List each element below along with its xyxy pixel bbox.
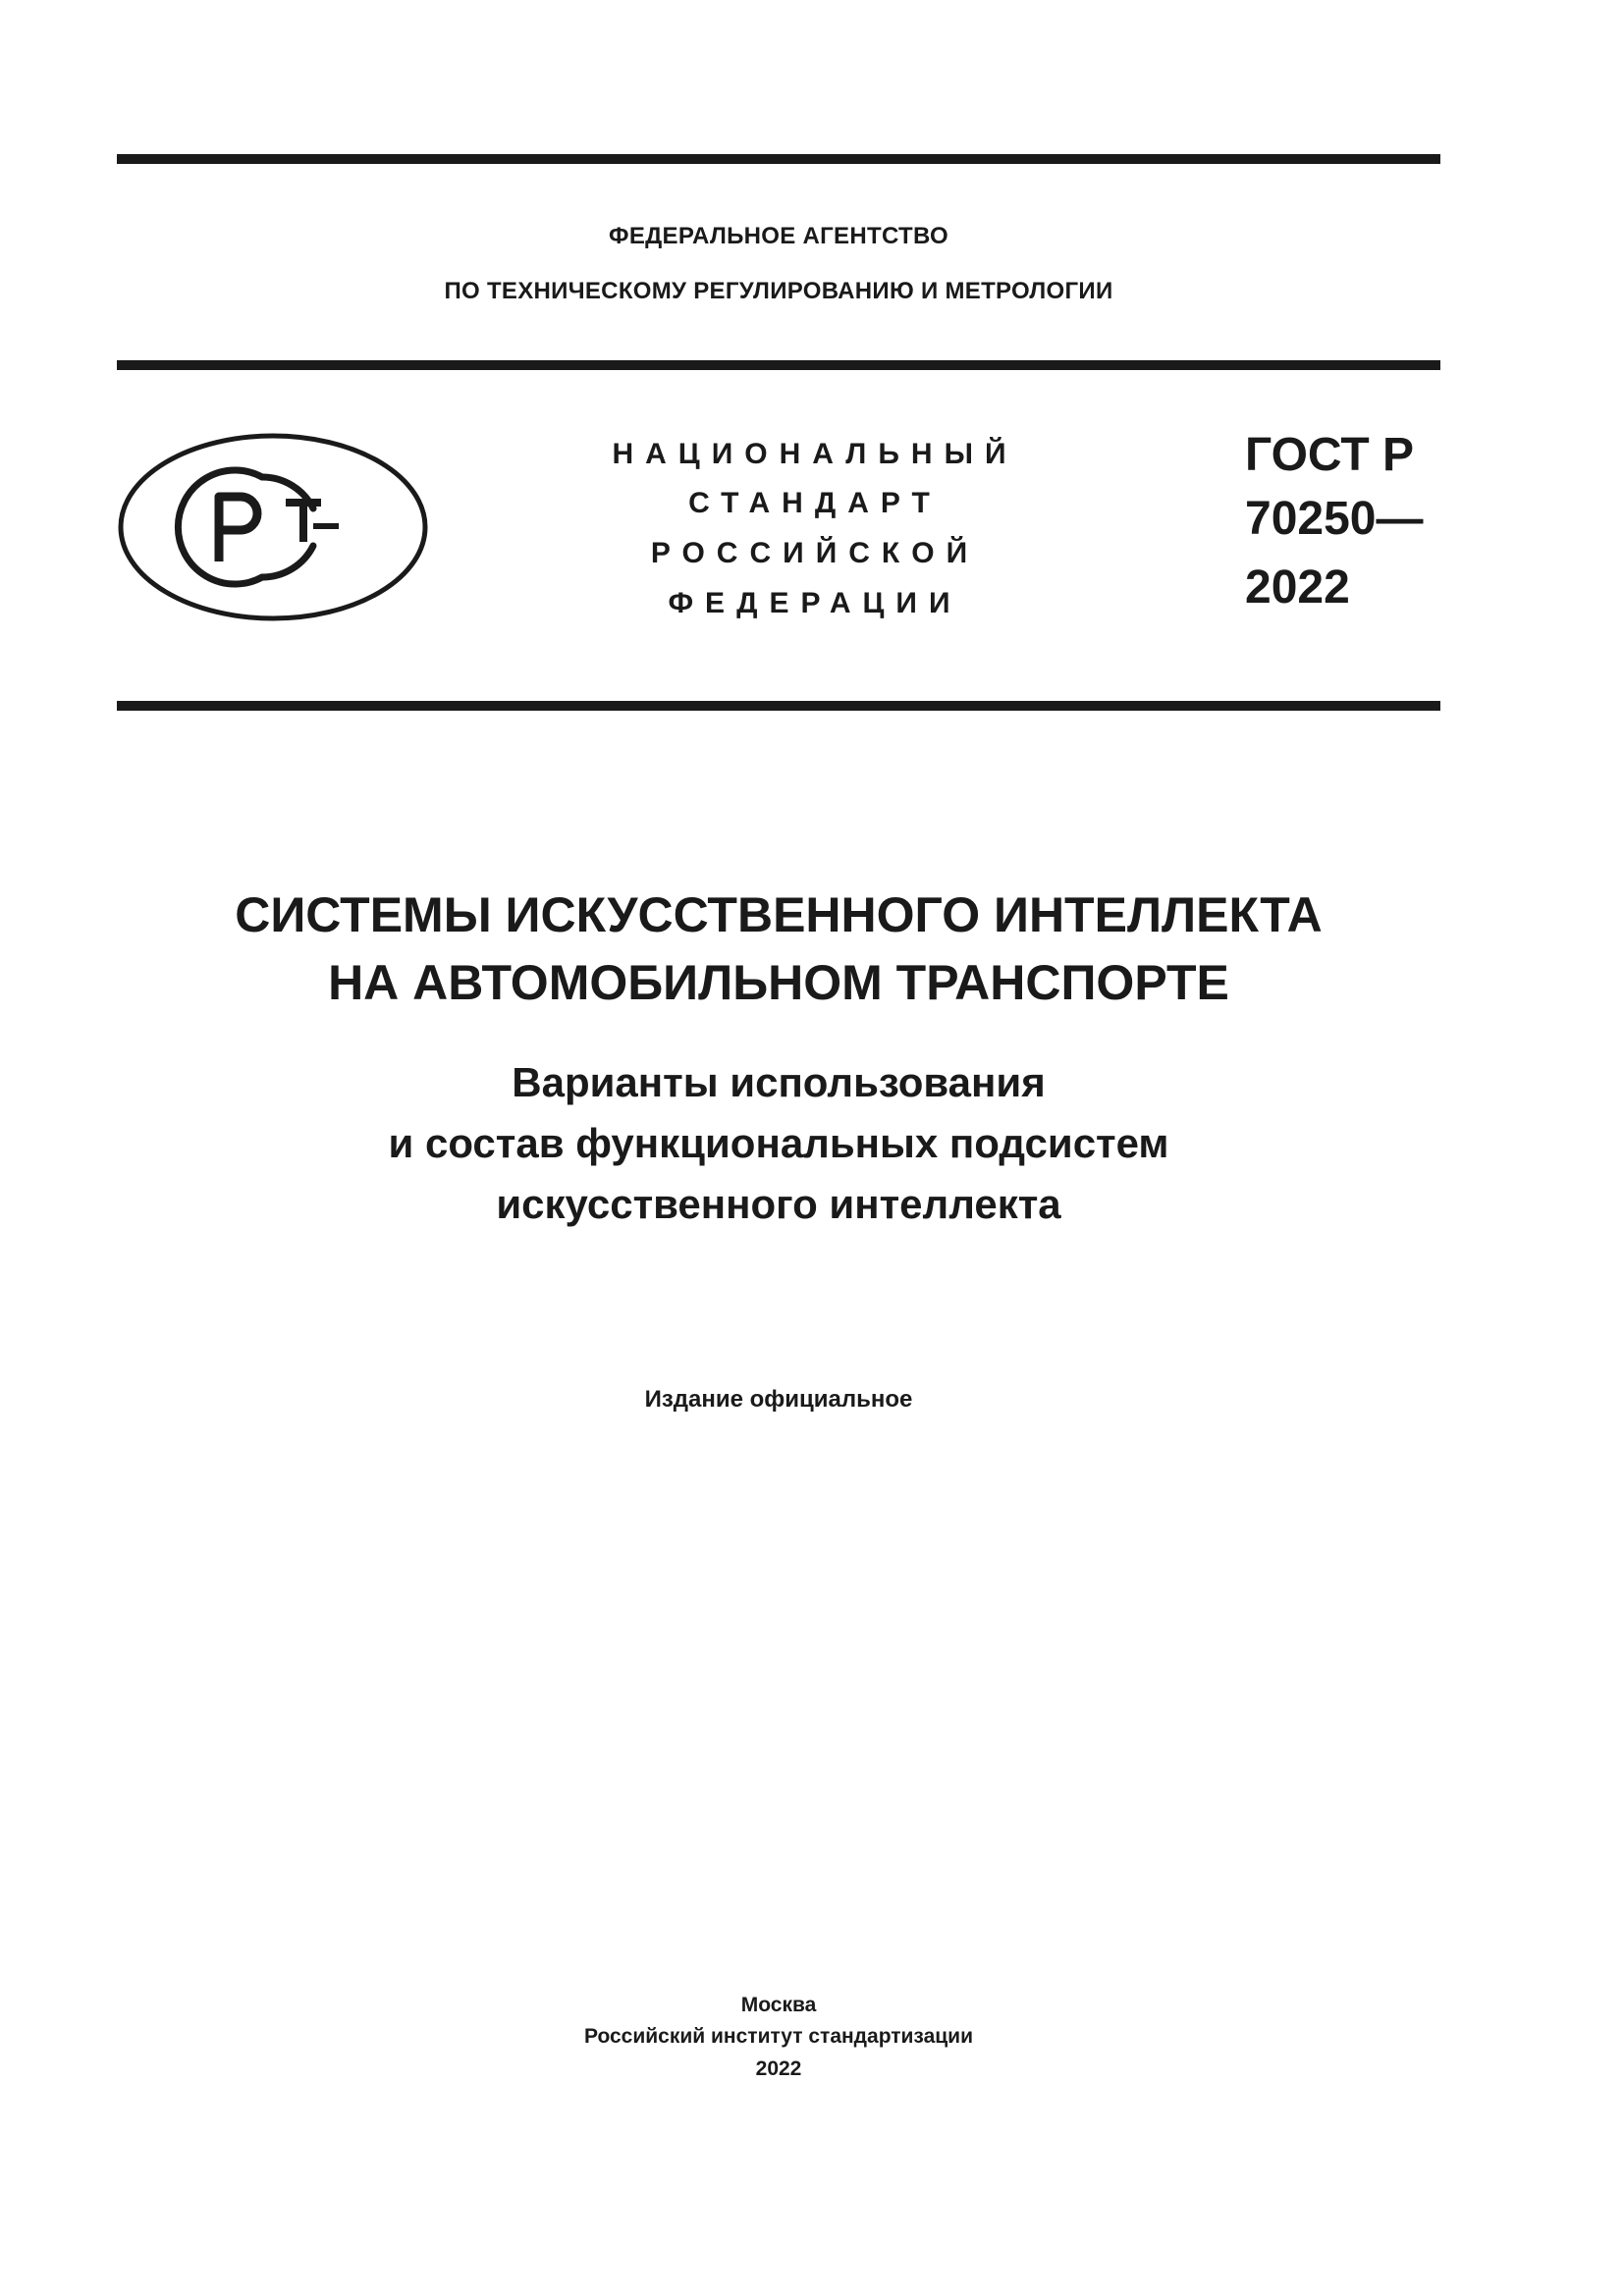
imprint-city: Москва	[740, 1994, 817, 2016]
agency-name-line-2: ПО ТЕХНИЧЕСКОМУ РЕГУЛИРОВАНИЮ И МЕТРОЛОГИИ	[444, 278, 1113, 304]
imprint-year: 2022	[755, 2057, 802, 2080]
edition-note: Издание официальное	[644, 1386, 913, 1413]
standard-label-line-2: СТАНДАРТ	[688, 487, 942, 519]
rst-certification-mark-icon	[117, 432, 429, 622]
designation-line-1: ГОСТ Р	[1245, 429, 1415, 481]
agency-name-line-1: ФЕДЕРАЛЬНОЕ АГЕНТСТВО	[609, 223, 948, 249]
document-title-line-2: НА АВТОМОБИЛЬНОМ ТРАНСПОРТЕ	[328, 955, 1229, 1010]
standard-label-line-4: ФЕДЕРАЦИИ	[668, 587, 962, 619]
standard-label-line-3: РОССИЙСКОЙ	[650, 537, 980, 569]
imprint-publisher: Российский институт стандартизации	[583, 2025, 974, 2048]
document-subtitle-line-1: Варианты использования	[512, 1059, 1046, 1105]
document-title-line-1: СИСТЕМЫ ИСКУССТВЕННОГО ИНТЕЛЛЕКТА	[235, 887, 1323, 942]
designation-line-2: 70250—	[1245, 493, 1424, 545]
header-rule	[117, 701, 1440, 711]
agency-rule	[117, 360, 1440, 370]
designation-line-3: 2022	[1245, 561, 1350, 614]
standard-label-line-1: НАЦИОНАЛЬНЫЙ	[612, 438, 1018, 470]
top-rule	[117, 154, 1440, 164]
document-subtitle-line-3: искусственного интеллекта	[496, 1181, 1061, 1227]
document-subtitle-line-2: и состав функциональных подсистем	[388, 1120, 1169, 1166]
